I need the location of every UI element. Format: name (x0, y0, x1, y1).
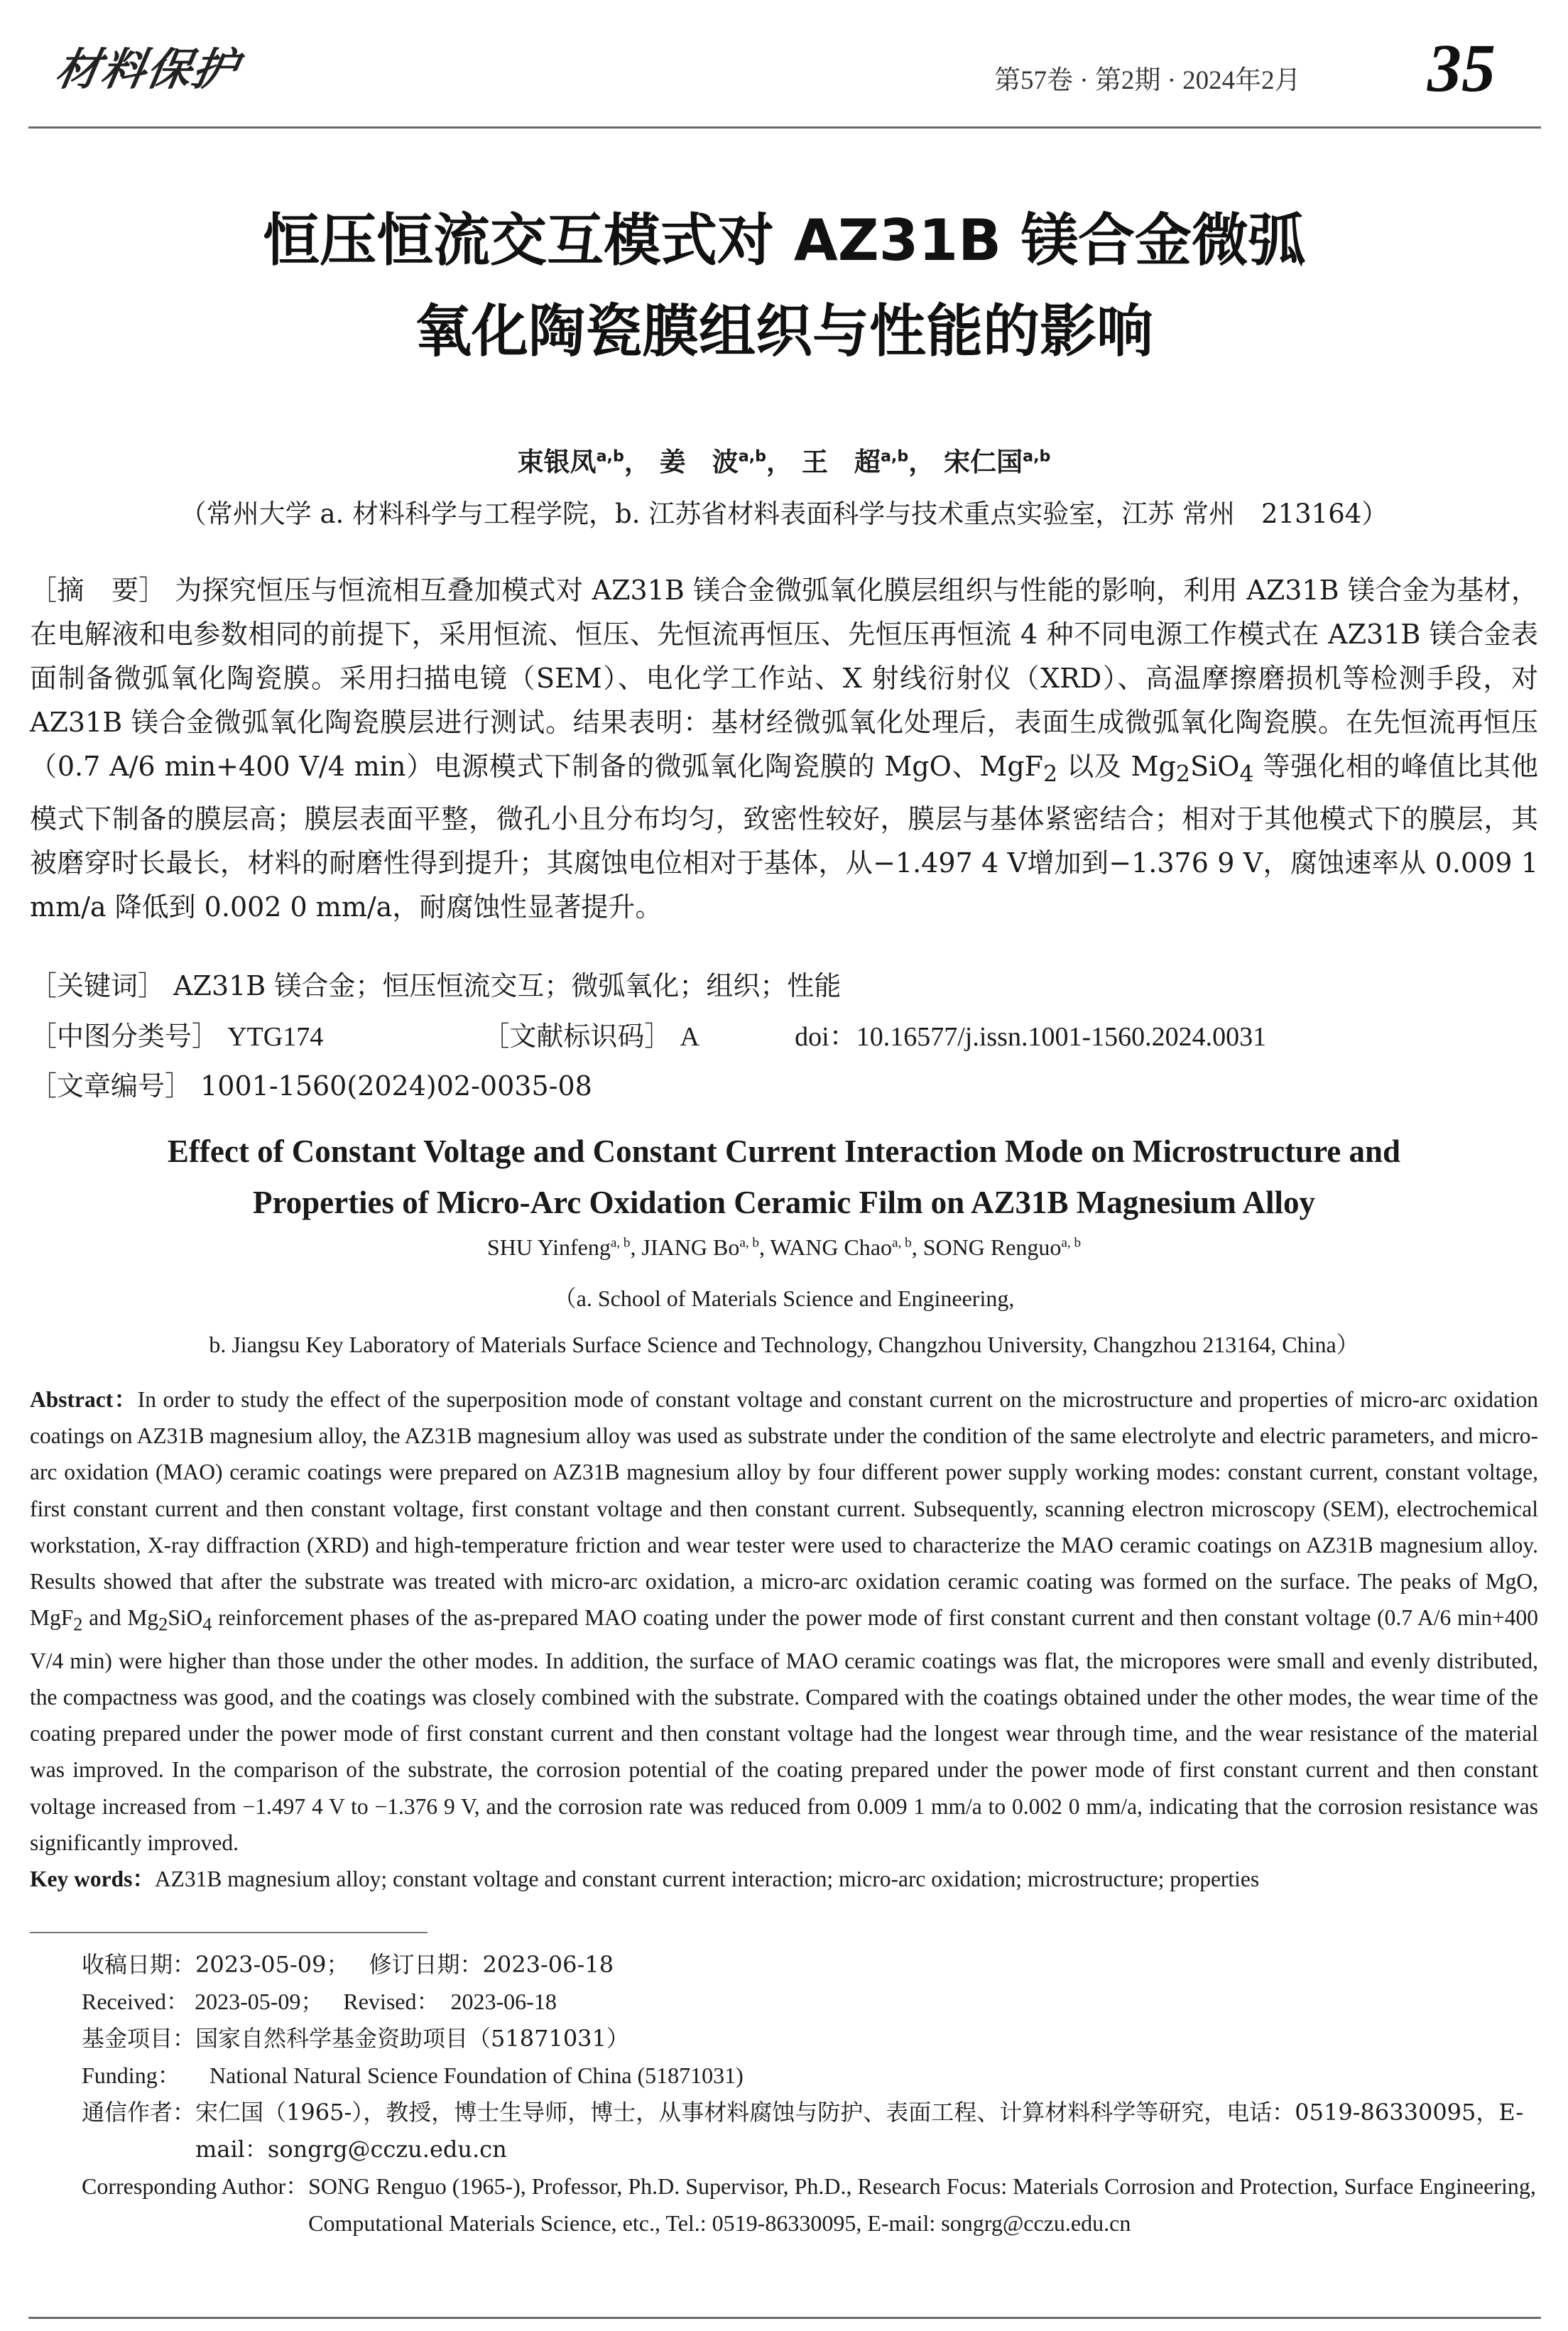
abstract-en: Abstract：In order to study the effect of the superposition mode of constant voltage and constant current on the microstructure and properties of micro-arc oxidation coatings on AZ31B magnesium alloy, the AZ31B magnesium alloy was used as substrate under the condition of the same electrolyte and electric parameters, and micro-arc oxidation (MAO) ceramic coatings were prepared on AZ31B magnesium alloy by four different power supply working modes: constant current, constant voltage, first constant current and then constant voltage, first constant voltage and then constant current. Subsequently, scanning electron microscopy (SEM), electrochemical workstation, X-ray diffraction (XRD) and high-temperature friction and wear tester were used to characterize the MAO ceramic coatings on AZ31B magnesium alloy. Results showed that after the substrate was treated with micro-arc oxidation, a micro-arc oxidation ceramic coating was formed on the surface. The peaks of MgO, MgF$_2$ and $Mg_2SiO_4$ reinforcement phases of the as-prepared MAO coating under the power mode of first constant current and then constant voltage (0.7 A/6 min+400 V/4 min) were higher than those under the other modes. In addition, the surface of MAO ceramic coatings was flat, the micropores were small and evenly distributed, the compactness was good, and the coatings was closely combined with the substrate. Compared with the coatings obtained under the other modes, the wear time of the coating prepared under the power mode of first constant current and then constant voltage had the longest wear through time, and the wear resistance of the material was improved. In the comparison of the substrate, the corrosion potential of the coating prepared under the power mode of first constant current and then constant voltage increased from −1.497 4 V to −1.376 9 V, and the corrosion rate was reduced from 0.009 1 mm/a to 0.002 0 mm/a, indicating that the corrosion resistance was significantly improved. Key words：AZ31B magnesium alloy; constant voltage and constant current interaction; micro-arc oxidation; microstructure; properties (30, 1381, 1538, 1897)
page-header (0, 0, 1568, 128)
header-divider (28, 126, 1541, 129)
footnote-divider (30, 1932, 428, 1933)
title-cn-line-2: 氧化陶瓷膜组织与性能的影响 (415, 298, 1153, 364)
classification-row (30, 1014, 1538, 1059)
clc-label: ［中图分类号］ (30, 1021, 219, 1052)
title-en (0, 1126, 1568, 1228)
journal-logo: 材料保护 (51, 43, 243, 95)
page-number: 35 (1427, 30, 1496, 106)
author-cn: 宋仁国$^{a,b}$ (944, 447, 1051, 477)
keywords-cn-label: ［关键词］ (30, 970, 165, 1001)
title-en-line-1: Effect of Constant Voltage and Constant Current Interaction Mode on Microstructure and (167, 1134, 1401, 1169)
article-number-value: 1001-1560(2024)02-0035-08 (200, 1070, 592, 1102)
corresponding-en-row: Corresponding Author： SONG Renguo (1965-), Professor, Ph.D. Supervisor, Ph.D., Research Focus: Materials Corrosion and Protection, Surface Engineering, Computational Materials Science, etc., Tel.: 0519-86330095, E-mail: songrg@cczu.edu.cn (82, 2173, 1536, 2236)
affiliation-en-line-1: （a. School of Materials Science and Engineering, (553, 1286, 1015, 1311)
clc-value: YTG174 (227, 1022, 324, 1052)
issue-info: 第57卷 · 第2期 · 2024年2月 (994, 66, 1301, 95)
keywords-cn (30, 964, 1538, 1008)
title-cn-line-1: 恒压恒流交互模式对 AZ31B 镁合金微弧 (263, 207, 1305, 273)
abstract-cn: ［摘 要］ 为探究恒压与恒流相互叠加模式对 AZ31B 镁合金微弧氧化膜层组织与性能的影响，利用 AZ31B 镁合金为基材，在电解液和电参数相同的前提下，采用恒流、恒压、先恒流再恒压、先恒压再恒流 4 种不同电源工作模式在 AZ31B 镁合金表面制备微弧氧化陶瓷膜。采用扫描电镜（SEM）、电化学工作站、X 射线衍射仪（XRD）、高温摩擦磨损机等检测手段，对 AZ31B 镁合金微弧氧化陶瓷膜层进行测试。结果表明：基材经微弧氧化处理后，表面生成微弧氧化陶瓷膜。在先恒流再恒压（0.7 A/6 min+400 V/4 min）电源模式下制备的微弧氧化陶瓷膜的 MgO、MgF$_2$ 以及 $Mg_2SiO_4$ 等强化相的峰值比其他模式下制备的膜层高；膜层表面平整，微孔小且分布均匀，致密性较好，膜层与基体紧密结合；相对于其他模式下的膜层，其被磨穿时长最长，材料的耐磨性得到提升；其腐蚀电位相对于基体，从−1.497 4 V增加到−1.376 9 V，腐蚀速率从 0.009 1 mm/a 降低到 0.002 0 mm/a，耐腐蚀性显著提升。 (30, 575, 1538, 923)
doi-value[interactable]: 10.16577/j.issn.1001-1560.2024.0031 (856, 1022, 1267, 1052)
authors-cn: 束银凤$^{a,b}$， 姜 波$^{a,b}$， 王 超$^{a,b}$， 宋仁国$^{a,b}$ (517, 447, 1051, 477)
author-en: JIANG Bo$^{a, b}$ (641, 1234, 760, 1260)
article-number-label: ［文章编号］ (30, 1070, 192, 1102)
title-cn (0, 195, 1568, 377)
received-cn-row: 收稿日期： 2023-05-09； 修订日期： 2023-06-18 (82, 1951, 614, 1978)
author-en: SONG Renguo$^{a, b}$ (922, 1234, 1082, 1260)
author-cn: 姜 波$^{a,b}$ (659, 447, 767, 477)
author-en: SHU Yinfeng$^{a, b}$ (486, 1234, 631, 1260)
keywords-en-text: AZ31B magnesium alloy; constant voltage and constant current interaction; micro-arc oxidation; microstructure; properties (154, 1866, 1260, 1891)
doc-code-value: A (680, 1022, 699, 1052)
keywords-cn-text: AZ31B 镁合金；恒压恒流交互；微弧氧化；组织；性能 (173, 970, 842, 1001)
article-number (30, 1064, 1538, 1108)
author-cn: 王 超$^{a,b}$ (801, 447, 909, 477)
affiliation-en-line-2: b. Jiangsu Key Laboratory of Materials Surface Science and Technology, Changzhou University, Changzhou 213164, China） (209, 1332, 1359, 1357)
footnotes (82, 1946, 1537, 2242)
author-cn: 束银凤$^{a,b}$ (517, 447, 624, 477)
corresponding-cn-row: 通信作者： 宋仁国（1965-），教授，博士生导师，博士，从事材料腐蚀与防护、表面工程、计算材料科学等研究，电话：0519-86330095，E-mail：songrg@cczu.edu.cn (82, 2099, 1524, 2163)
author-en: WANG Chao$^{a, b}$ (770, 1234, 912, 1260)
doc-code-label: ［文献标识码］ (482, 1021, 672, 1052)
funding-en-row: Funding： National Natural Science Foundation of China (51871031) (82, 2063, 744, 2088)
bottom-divider (28, 2317, 1541, 2319)
received-en-row: Received： 2023-05-09； Revised： 2023-06-18 (82, 1989, 557, 2014)
abstract-cn-label: ［摘 要］ (30, 575, 166, 606)
title-en-line-2: Properties of Micro-Arc Oxidation Ceramic Film on AZ31B Magnesium Alloy (252, 1185, 1316, 1220)
affiliation-cn: （常州大学 a. 材料科学与工程学院，b. 江苏省材料表面科学与技术重点实验室，江苏 常州 213164） (180, 499, 1388, 529)
doi-label: doi： (795, 1022, 856, 1052)
keywords-en-label: Key words： (30, 1866, 155, 1891)
abstract-en-label: Abstract： (30, 1387, 138, 1412)
funding-cn-row: 基金项目： 国家自然科学基金资助项目（51871031） (82, 2025, 629, 2052)
keywords-en (30, 1861, 1538, 1897)
authors-en: SHU Yinfeng$^{a, b}$, JIANG Bo$^{a, b}$, WANG Chao$^{a, b}$, SONG Renguo$^{a, b}$ (486, 1234, 1082, 1260)
